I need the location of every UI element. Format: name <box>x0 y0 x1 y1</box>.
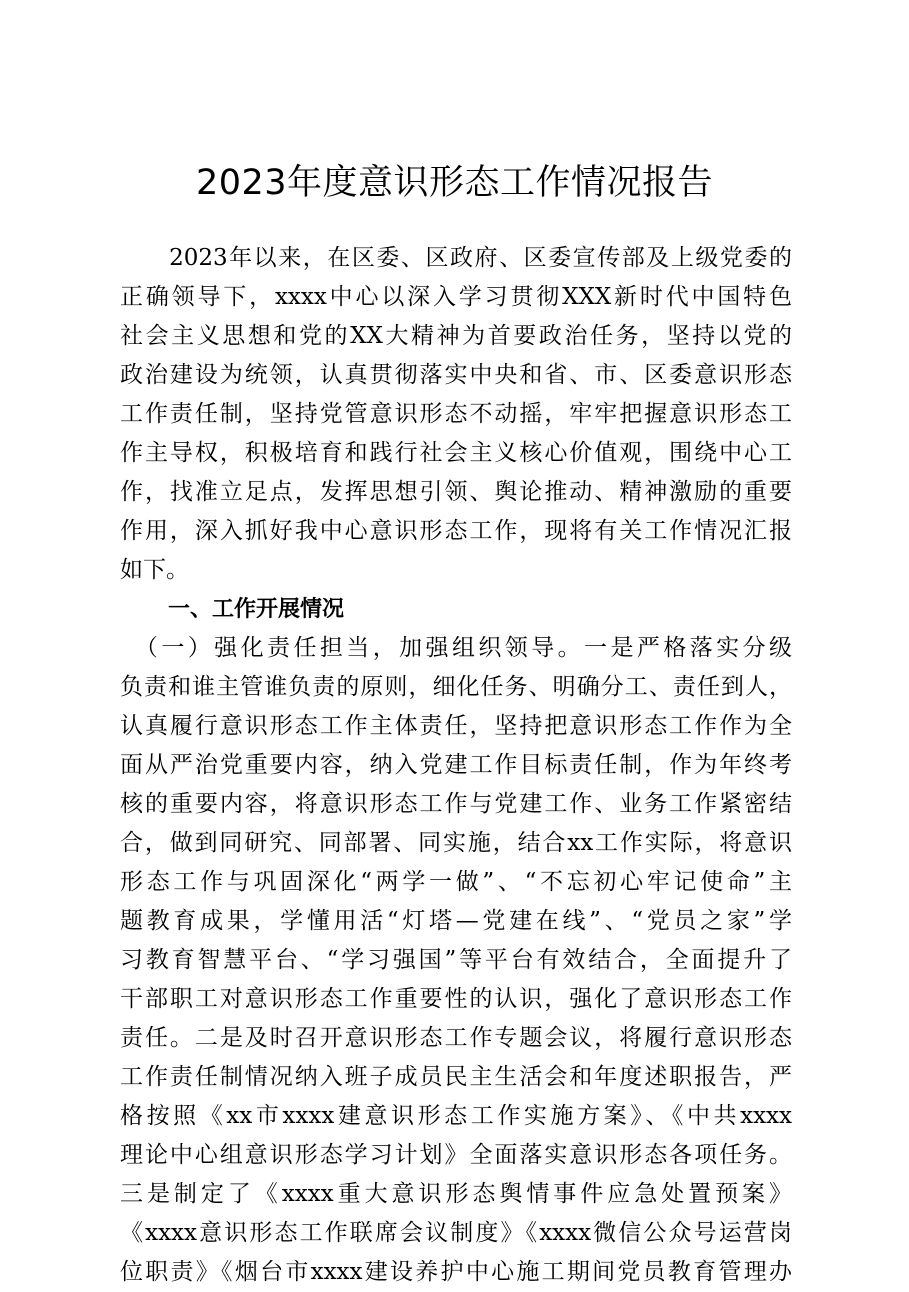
paragraph-line: 《xxxx意识形态工作联席会议制度》《xxxx微信公众号运营岗 <box>120 1220 792 1246</box>
paragraph-line: 如下。 <box>120 557 189 583</box>
paragraph-line: （一）强化责任担当，加强组织领导。一是严格落实分级 <box>120 635 792 661</box>
paragraph-line: 作主导权，积极培育和践行社会主义核心价值观，围绕中心工 <box>120 440 792 466</box>
paragraph-line: 面从严治党重要内容，纳入党建工作目标责任制，作为年终考 <box>120 752 792 778</box>
paragraph-line: 2023年以来，在区委、区政府、区委宣传部及上级党委的 <box>120 245 792 271</box>
paragraph-line: 工作责任制情况纳入班子成员民主生活会和年度述职报告，严 <box>120 1064 792 1090</box>
paragraph-line: 形态工作与巩固深化“两学一做”、“不忘初心牢记使命”主 <box>120 869 792 895</box>
paragraph-line: 社会主义思想和党的XX大精神为首要政治任务，坚持以党的 <box>120 323 792 349</box>
document-title: 2023年度意识形态工作情况报告 <box>195 163 714 203</box>
paragraph-line: 认真履行意识形态工作主体责任，坚持把意识形态工作作为全 <box>120 713 792 739</box>
paragraph-line: 核的重要内容，将意识形态工作与党建工作、业务工作紧密结 <box>120 791 792 817</box>
section-heading: 一、工作开展情况 <box>168 597 345 622</box>
paragraph-line: 题教育成果，学懂用活“灯塔—党建在线”、“党员之家”学 <box>120 908 792 934</box>
document-body <box>120 239 792 1292</box>
paragraph-line: 作用，深入抓好我中心意识形态工作，现将有关工作情况汇报 <box>120 518 792 544</box>
paragraph-line: 责任。二是及时召开意识形态工作专题会议，将履行意识形态 <box>120 1025 792 1051</box>
paragraph-line: 格按照《xx市xxxx建意识形态工作实施方案》、《中共xxxx <box>120 1103 792 1129</box>
paragraph-line: 习教育智慧平台、“学习强国”等平台有效结合，全面提升了 <box>120 947 792 973</box>
paragraph-line: 位职责》《烟台市xxxx建设养护中心施工期间党员教育管理办 <box>120 1259 792 1285</box>
paragraph-line: 理论中心组意识形态学习计划》全面落实意识形态各项任务。 <box>120 1142 792 1168</box>
paragraph-line: 三是制定了《xxxx重大意识形态舆情事件应急处置预案》 <box>120 1181 792 1207</box>
paragraph-line: 负责和谁主管谁负责的原则，细化任务、明确分工、责任到人， <box>120 674 792 700</box>
paragraph-line: 干部职工对意识形态工作重要性的认识，强化了意识形态工作 <box>120 986 792 1012</box>
paragraph-line: 合，做到同研究、同部署、同实施，结合xx工作实际，将意识 <box>120 830 792 856</box>
paragraph-line: 政治建设为统领，认真贯彻落实中央和省、市、区委意识形态 <box>120 362 792 388</box>
paragraph-line: 作，找准立足点，发挥思想引领、舆论推动、精神激励的重要 <box>120 479 792 505</box>
paragraph-line: 正确领导下，xxxx中心以深入学习贯彻XXX新时代中国特色 <box>120 284 792 310</box>
paragraph-line: 工作责任制，坚持党管意识形态不动摇，牢牢把握意识形态工 <box>120 401 792 427</box>
